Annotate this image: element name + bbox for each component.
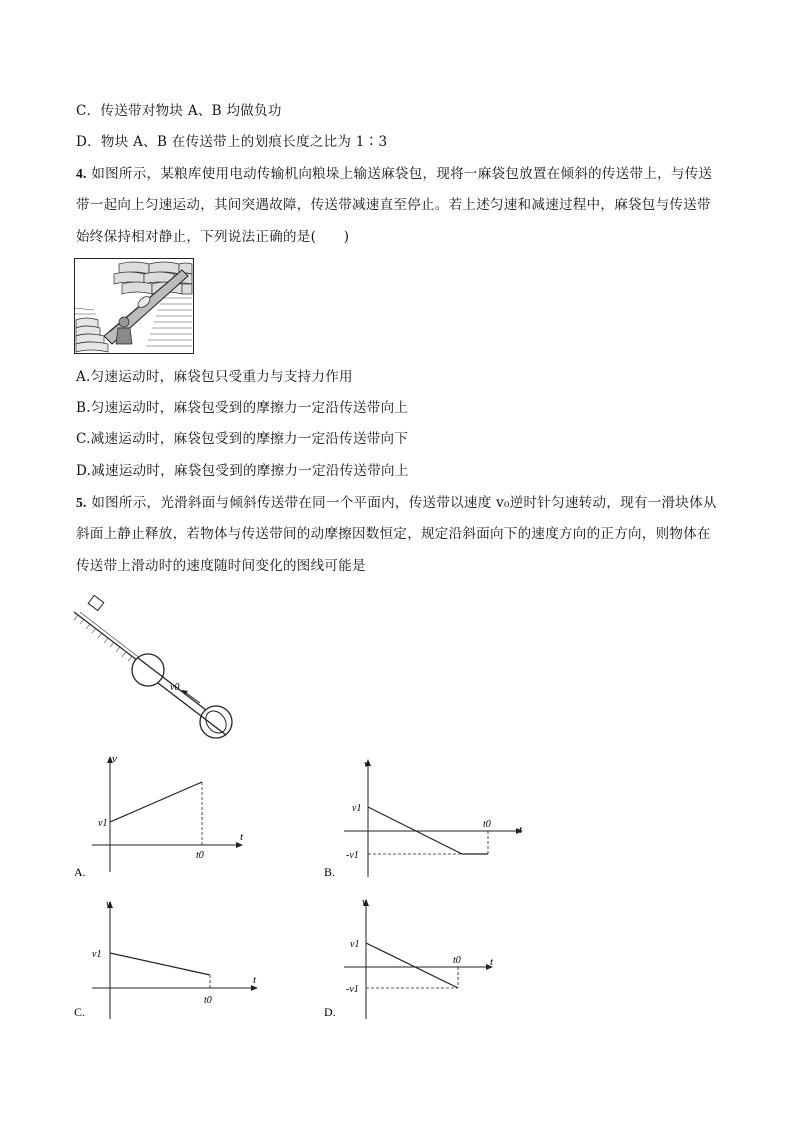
q5-stem-text1: 如图所示，光滑斜面与倾斜传送带在同一个平面内，传送带以速度 v₀逆时针匀速转动，现有一滑块体从 bbox=[91, 495, 717, 511]
graph-d-v1: v1 bbox=[350, 939, 360, 950]
graph-b-t0: t0 bbox=[483, 819, 491, 830]
q5-stem-line2 bbox=[76, 524, 711, 544]
q4-option-a-text: A.匀速运动时，麻袋包只受重力与支持力作用 bbox=[76, 369, 353, 385]
graph-b bbox=[320, 755, 530, 883]
graph-b-label: B. bbox=[324, 865, 336, 879]
graph-b-v-label: v bbox=[364, 758, 369, 770]
graph-a-v1: v1 bbox=[98, 818, 108, 829]
q4-number: 4. bbox=[76, 166, 87, 181]
graph-a bbox=[70, 752, 260, 882]
q4-stem-line3 bbox=[76, 227, 349, 247]
q4-stem-text3: 始终保持相对静止，下列说法正确的是( ) bbox=[76, 229, 350, 245]
q4-option-b bbox=[76, 398, 408, 418]
q4-stem-line1 bbox=[76, 164, 712, 184]
graph-d-v-label: v bbox=[362, 896, 367, 908]
graph-d-t0: t0 bbox=[453, 955, 461, 966]
q4-option-d-text: D.减速运动时，麻袋包受到的摩擦力一定沿传送带向上 bbox=[76, 463, 409, 479]
q4-stem-line2 bbox=[76, 195, 711, 215]
graph-d-neg-v1: -v1 bbox=[346, 984, 359, 995]
graph-a-t-label: t bbox=[240, 831, 244, 843]
graph-c-v1: v1 bbox=[92, 949, 102, 960]
q3-option-d bbox=[76, 132, 387, 152]
q5-stem-line3 bbox=[76, 556, 366, 576]
belt-velocity-label: v0 bbox=[170, 682, 180, 693]
graph-c-v-label: v bbox=[106, 898, 111, 910]
graph-a-t0: t0 bbox=[196, 850, 204, 861]
q4-option-b-text: B.匀速运动时，麻袋包受到的摩擦力一定沿传送带向上 bbox=[76, 400, 409, 416]
graph-a-label: A. bbox=[74, 865, 86, 879]
q5-stem-text3: 传送带上滑动时的速度随时间变化的图线可能是 bbox=[76, 558, 366, 574]
q4-option-c-text: C.减速运动时，麻袋包受到的摩擦力一定沿传送带向下 bbox=[76, 431, 409, 447]
q4-option-d bbox=[76, 461, 409, 481]
graph-d bbox=[320, 895, 510, 1023]
graph-d-t-label: t bbox=[490, 956, 494, 968]
q5-belt-diagram bbox=[70, 590, 250, 750]
q5-stem-line1 bbox=[76, 493, 717, 513]
q4-option-a bbox=[76, 367, 353, 387]
graph-b-v1: v1 bbox=[352, 803, 362, 814]
graph-b-neg-v1: -v1 bbox=[346, 850, 359, 861]
q3-option-d-text: D．物块 A、B 在传送带上的划痕长度之比为 1∶3 bbox=[76, 134, 388, 150]
graph-c-t0: t0 bbox=[204, 995, 212, 1006]
q5-stem-text2: 斜面上静止释放，若物体与传送带间的动摩擦因数恒定，规定沿斜面向下的速度方向的正方向，则物体在 bbox=[76, 526, 711, 542]
graph-c-label: C. bbox=[74, 1005, 86, 1019]
graph-a-v-label: v bbox=[112, 753, 117, 765]
graph-c-t-label: t bbox=[253, 974, 257, 986]
graph-d-label: D. bbox=[324, 1005, 336, 1019]
q4-option-c bbox=[76, 429, 408, 449]
q3-option-c-text: C．传送带对物块 A、B 均做负功 bbox=[76, 103, 282, 119]
q3-option-c bbox=[76, 101, 282, 121]
graph-c bbox=[70, 895, 270, 1023]
q4-stem-text1: 如图所示，某粮库使用电动传输机向粮垛上输送麻袋包，现将一麻袋包放置在倾斜的传送带上，与传送 bbox=[91, 166, 713, 182]
graph-b-t-label: t bbox=[519, 824, 523, 836]
q5-number: 5. bbox=[76, 495, 87, 510]
q4-conveyor-photo bbox=[74, 258, 194, 354]
q4-stem-text2: 带一起向上匀速运动，其间突遇故障，传送带减速直至停止。若上述匀速和减速过程中，麻袋包与传送带 bbox=[76, 197, 711, 213]
